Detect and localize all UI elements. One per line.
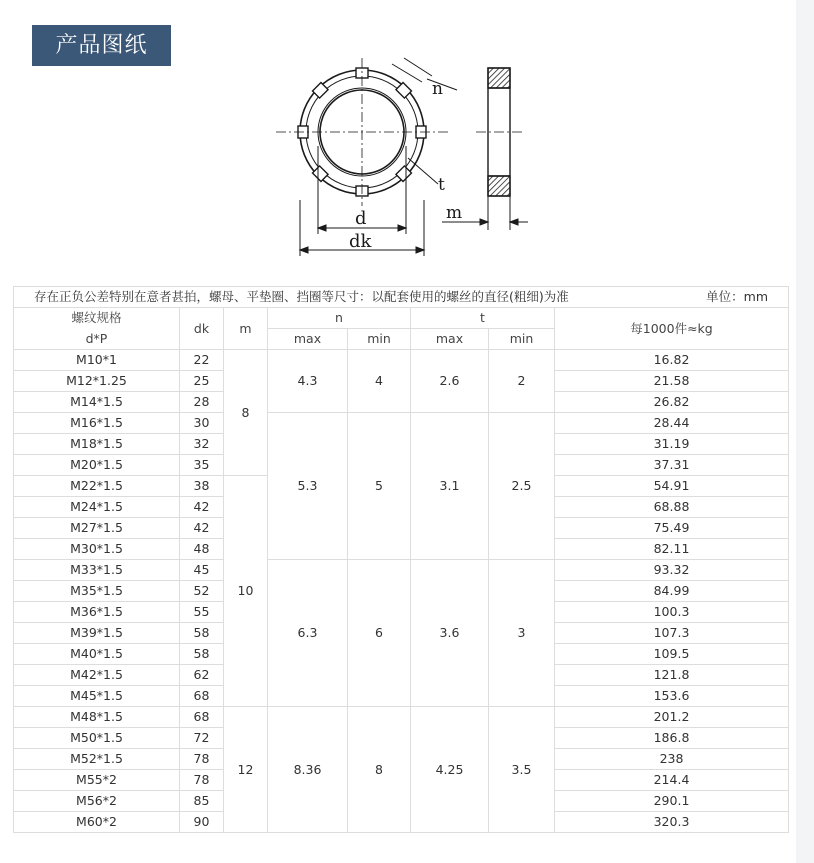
thread-spec-cell: M33*1.5	[14, 560, 180, 581]
weight-cell: 37.31	[555, 455, 789, 476]
dk-cell: 58	[180, 644, 224, 665]
dk-cell: 52	[180, 581, 224, 602]
label-dk: dk	[349, 231, 372, 252]
n-max-cell: 4.3	[268, 350, 348, 413]
thread-spec-cell: M40*1.5	[14, 644, 180, 665]
dk-cell: 72	[180, 728, 224, 749]
thread-spec-cell: M45*1.5	[14, 686, 180, 707]
thread-spec-cell: M16*1.5	[14, 413, 180, 434]
dk-cell: 62	[180, 665, 224, 686]
table-row	[14, 707, 789, 728]
t-max-cell: 3.6	[411, 560, 489, 707]
header-thread-spec: 螺纹规格	[14, 308, 180, 329]
n-min-cell: 8	[348, 707, 411, 833]
weight-cell: 238	[555, 749, 789, 770]
thread-spec-cell: M60*2	[14, 812, 180, 833]
thread-spec-cell: M30*1.5	[14, 539, 180, 560]
table-row	[14, 350, 789, 371]
weight-cell: 214.4	[555, 770, 789, 791]
product-drawing-banner: 产品图纸	[32, 25, 171, 66]
label-t: t	[438, 175, 445, 195]
slot-diag-1	[396, 83, 412, 99]
slot-diag-3	[313, 83, 329, 99]
slot-diag-4	[396, 166, 412, 182]
weight-cell: 21.58	[555, 371, 789, 392]
n-min-cell: 6	[348, 560, 411, 707]
page-side-strip	[796, 0, 814, 863]
dk-cell: 90	[180, 812, 224, 833]
n-min-cell: 4	[348, 350, 411, 413]
header-row-1	[14, 308, 789, 329]
note-row	[14, 287, 789, 308]
t-min-cell: 2	[489, 350, 555, 413]
label-d: d	[355, 208, 367, 229]
thread-spec-cell: M27*1.5	[14, 518, 180, 539]
header-t: t	[411, 308, 555, 329]
dk-cell: 35	[180, 455, 224, 476]
t-min-cell: 3	[489, 560, 555, 707]
dk-cell: 68	[180, 686, 224, 707]
weight-cell: 186.8	[555, 728, 789, 749]
weight-cell: 201.2	[555, 707, 789, 728]
thread-spec-cell: M52*1.5	[14, 749, 180, 770]
weight-cell: 54.91	[555, 476, 789, 497]
label-n: n	[432, 79, 443, 99]
thread-spec-cell: M50*1.5	[14, 728, 180, 749]
tolerance-note: 存在正负公差特别在意者甚拍，螺母、平垫圈、挡圈等尺寸：以配套使用的螺丝的直径(粗细)为准	[34, 289, 569, 304]
dk-cell: 42	[180, 518, 224, 539]
m-cell: 10	[224, 476, 268, 707]
thread-spec-cell: M36*1.5	[14, 602, 180, 623]
table-row	[14, 413, 789, 434]
header-t-min: min	[489, 329, 555, 350]
weight-cell: 16.82	[555, 350, 789, 371]
dk-cell: 22	[180, 350, 224, 371]
dk-cell: 30	[180, 413, 224, 434]
header-n-max: max	[268, 329, 348, 350]
table-row	[14, 560, 789, 581]
thread-spec-cell: M56*2	[14, 791, 180, 812]
thread-spec-cell: M14*1.5	[14, 392, 180, 413]
slot-diag-2	[313, 166, 329, 182]
t-max-cell: 4.25	[411, 707, 489, 833]
t-max-cell: 2.6	[411, 350, 489, 413]
label-m: m	[446, 203, 463, 223]
dk-cell: 68	[180, 707, 224, 728]
weight-cell: 121.8	[555, 665, 789, 686]
header-t-max: max	[411, 329, 489, 350]
weight-cell: 153.6	[555, 686, 789, 707]
spec-table	[13, 286, 789, 833]
dk-cell: 85	[180, 791, 224, 812]
thread-spec-cell: M10*1	[14, 350, 180, 371]
thread-spec-cell: M48*1.5	[14, 707, 180, 728]
weight-cell: 82.11	[555, 539, 789, 560]
thread-spec-cell: M20*1.5	[14, 455, 180, 476]
dk-cell: 28	[180, 392, 224, 413]
weight-cell: 26.82	[555, 392, 789, 413]
t-min-cell: 3.5	[489, 707, 555, 833]
n-max-cell: 6.3	[268, 560, 348, 707]
thread-spec-cell: M12*1.25	[14, 371, 180, 392]
thread-spec-cell: M35*1.5	[14, 581, 180, 602]
weight-cell: 28.44	[555, 413, 789, 434]
n-max-cell: 5.3	[268, 413, 348, 560]
weight-cell: 320.3	[555, 812, 789, 833]
weight-cell: 31.19	[555, 434, 789, 455]
header-dk: dk	[180, 308, 224, 350]
nut-technical-drawing	[262, 50, 532, 265]
thread-spec-cell: M24*1.5	[14, 497, 180, 518]
n-max-cell: 8.36	[268, 707, 348, 833]
m-cell: 8	[224, 350, 268, 476]
dk-cell: 55	[180, 602, 224, 623]
dk-cell: 32	[180, 434, 224, 455]
side-hatch-top	[488, 68, 510, 88]
header-n-min: min	[348, 329, 411, 350]
t-max-cell: 3.1	[411, 413, 489, 560]
header-n: n	[268, 308, 411, 329]
header-m: m	[224, 308, 268, 350]
thread-spec-cell: M42*1.5	[14, 665, 180, 686]
weight-cell: 100.3	[555, 602, 789, 623]
weight-cell: 290.1	[555, 791, 789, 812]
dk-cell: 78	[180, 749, 224, 770]
weight-cell: 107.3	[555, 623, 789, 644]
weight-cell: 109.5	[555, 644, 789, 665]
dk-cell: 48	[180, 539, 224, 560]
header-thread-dp: d*P	[14, 329, 180, 350]
thread-spec-cell: M18*1.5	[14, 434, 180, 455]
thread-spec-cell: M39*1.5	[14, 623, 180, 644]
dk-cell: 25	[180, 371, 224, 392]
dk-cell: 45	[180, 560, 224, 581]
dk-cell: 78	[180, 770, 224, 791]
m-cell: 12	[224, 707, 268, 833]
n-min-cell: 5	[348, 413, 411, 560]
note-cell	[14, 287, 789, 308]
thread-spec-cell: M22*1.5	[14, 476, 180, 497]
side-hatch-bottom	[488, 176, 510, 196]
unit-label: 单位：mm	[706, 289, 769, 304]
weight-cell: 84.99	[555, 581, 789, 602]
dk-cell: 38	[180, 476, 224, 497]
thread-spec-cell: M55*2	[14, 770, 180, 791]
t-min-cell: 2.5	[489, 413, 555, 560]
dk-cell: 58	[180, 623, 224, 644]
weight-cell: 75.49	[555, 518, 789, 539]
header-weight: 每1000件≈kg	[555, 308, 789, 350]
dk-cell: 42	[180, 497, 224, 518]
weight-cell: 93.32	[555, 560, 789, 581]
weight-cell: 68.88	[555, 497, 789, 518]
